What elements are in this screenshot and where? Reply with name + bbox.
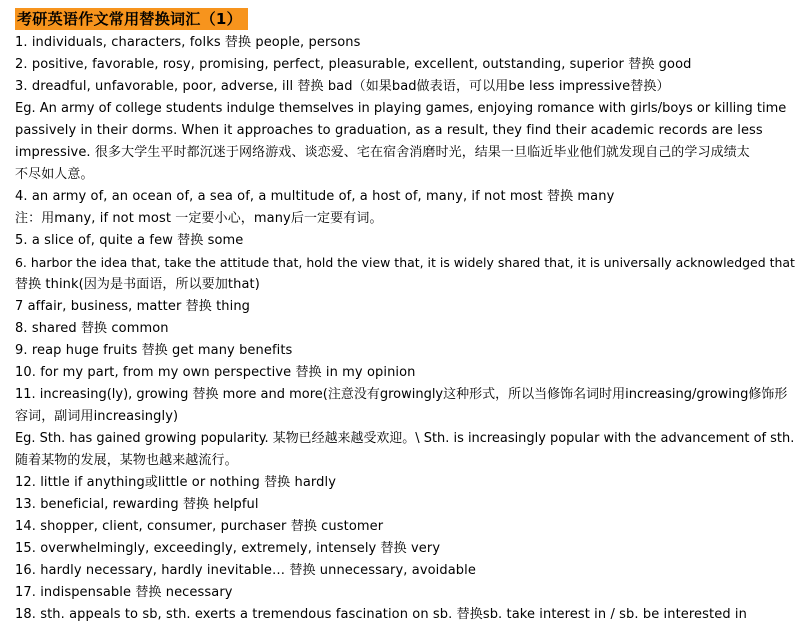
list-item: 3. dreadful, unfavorable, poor, adverse, ill 替换 bad（如果bad做表语，可以用be less impressive替换） [15,79,670,94]
example-line: Eg. Sth. has gained growing popularity. 某物已经越来越受欢迎。\ Sth. is increasingly popular with the advancement of sth. [15,431,795,446]
list-item: 18. sth. appeals to sb, sth. exerts a tremendous fascination on sb. 替换sb. take interest in / sb. be interested in [15,607,747,622]
list-item: 12. little if anything或little or nothing 替换 hardly [15,475,336,490]
list-item: 替换 think(因为是书面语，所以要加that) [15,277,260,292]
list-item: 8. shared 替换 common [15,321,169,336]
vocab-list [15,32,795,626]
list-item: 9. reap huge fruits 替换 get many benefits [15,343,293,358]
example-line: 不尽如人意。 [15,167,94,182]
list-item: 7 affair, business, matter 替换 thing [15,299,251,314]
list-item: 13. beneficial, rewarding 替换 helpful [15,497,259,512]
list-item: 10. for my part, from my own perspective 替换 in my opinion [15,365,416,380]
list-item: 14. shopper, client, consumer, purchaser 替换 customer [15,519,384,534]
document-title: 考研英语作文常用替换词汇（1） [15,8,248,30]
example-line: 随着某物的发展，某物也越来越流行。 [15,453,238,468]
list-item: 11. increasing(ly), growing 替换 more and more(注意没有growingly这种形式，所以当修饰名词时用increasing/growing修饰形 [15,387,788,402]
note-line: 注：用many, if not most 一定要小心，many后一定要有词。 [15,211,383,226]
example-line: Eg. An army of college students indulge themselves in playing games, enjoying romance with girls/boys or killing time [15,101,787,116]
list-item: 4. an army of, an ocean of, a sea of, a multitude of, a host of, many, if not most 替换 many [15,189,615,204]
list-item: 容词，副词用increasingly) [15,409,179,424]
list-item: 17. indispensable 替换 necessary [15,585,233,600]
example-line: passively in their dorms. When it approaches to graduation, as a result, they find their academic records are less [15,123,763,138]
list-item: 2. positive, favorable, rosy, promising, perfect, pleasurable, excellent, outstanding, superior 替换 good [15,57,692,72]
example-line: impressive. 很多大学生平时都沉迷于网络游戏、谈恋爱、宅在宿舍消磨时光，结果一旦临近毕业他们就发现自己的学习成绩太 [15,145,750,160]
list-item: 15. overwhelmingly, exceedingly, extremely, intensely 替换 very [15,541,441,556]
document [15,8,795,626]
list-item: 16. hardly necessary, hardly inevitable… 替换 unnecessary, avoidable [15,563,476,578]
list-item: 1. individuals, characters, folks 替换 people, persons [15,35,361,50]
list-item: 5. a slice of, quite a few 替换 some [15,233,244,248]
list-item: 6. harbor the idea that, take the attitude that, hold the view that, it is widely shared that, it is universally acknowledged that [15,255,795,270]
